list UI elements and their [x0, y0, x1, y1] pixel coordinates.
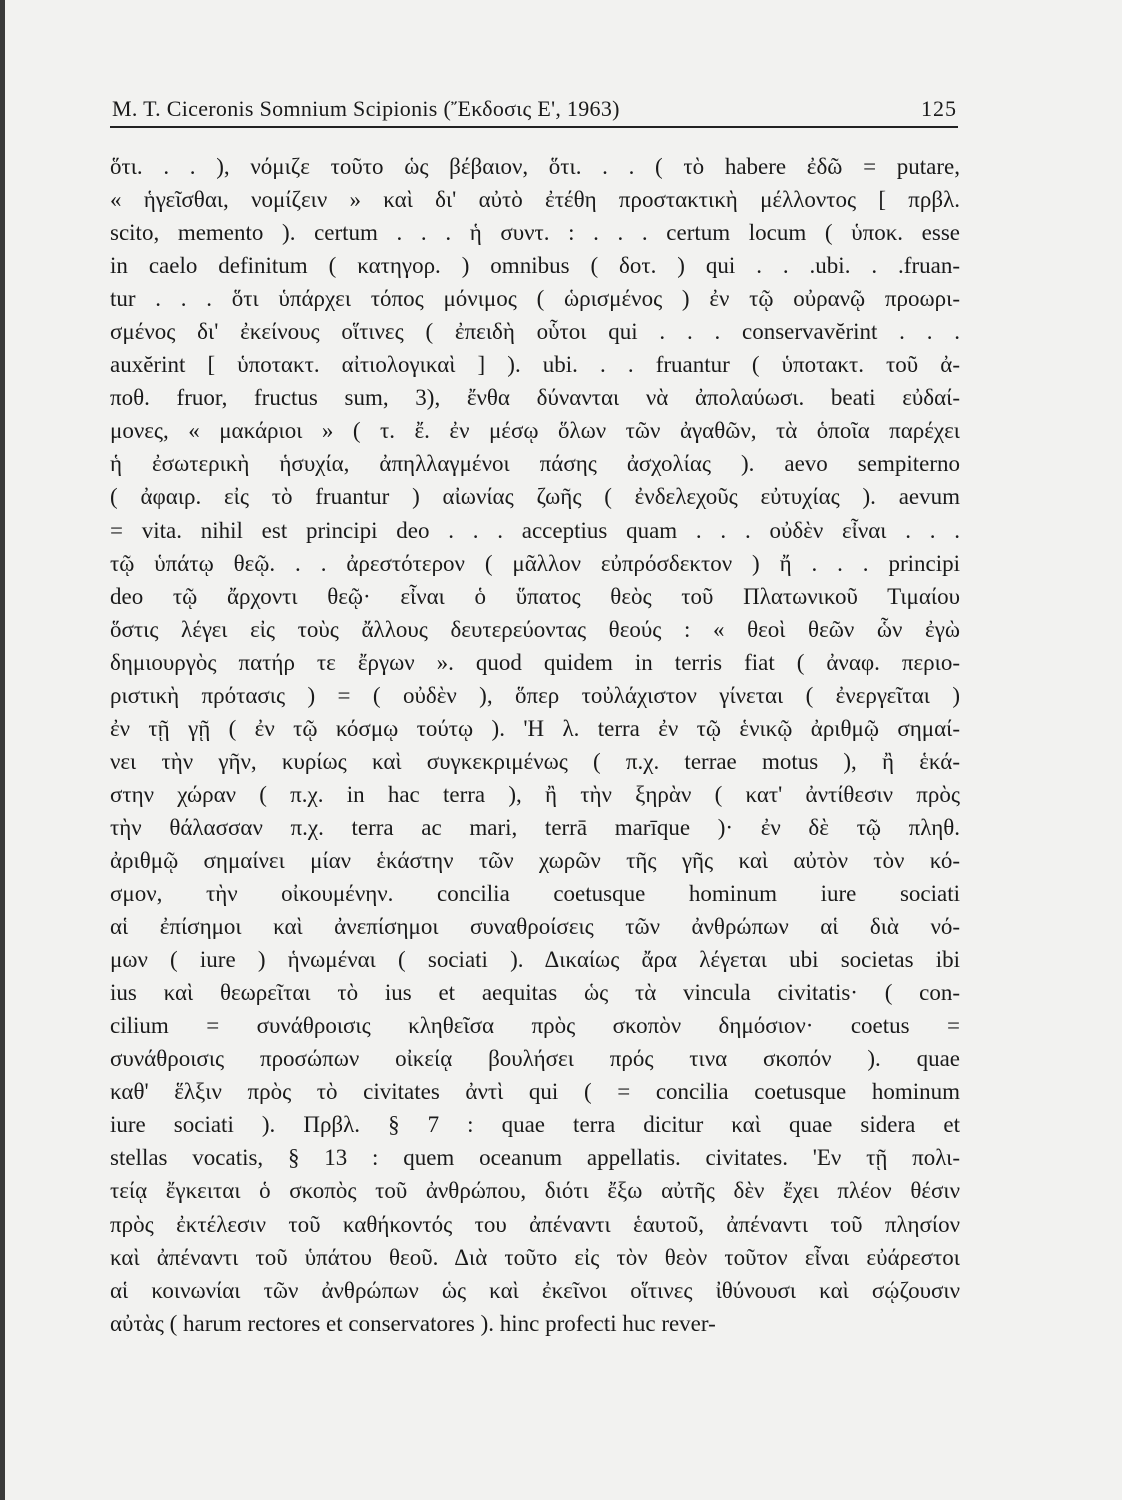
text-line: = vita. nihil est principi deo . . . acceptius quam . . . οὐδὲν εἶναι . . .: [110, 517, 960, 543]
text-line: auxĕrint [ ὑποτακτ. αἰτιολογικαὶ ] ). ubi. . . fruantur ( ὑποτακτ. τοῦ ἀ-: [110, 352, 960, 378]
text-line: δημιουργὸς πατήρ τε ἔργων ». quod quidem in terris fiat ( ἀναφ. περιο-: [110, 649, 960, 675]
text-line: στην χώραν ( π.χ. in hac terra ), ἢ τὴν ξηρὰν ( κατ' ἀντίθεσιν πρὸς: [110, 781, 960, 807]
text-line: ποθ. fruor, fructus sum, 3), ἔνθα δύνανται νὰ ἀπολαύωσι. beati εὐδαί-: [110, 385, 960, 411]
text-line: in caelo definitum ( κατηγορ. ) omnibus ( δοτ. ) qui . . .ubi. . .fruan-: [110, 253, 960, 279]
text-line: ριστικὴ πρότασις ) = ( οὐδὲν ), ὅπερ τοὐλάχιστον γίνεται ( ἐνεργεῖται ): [110, 682, 960, 708]
header-title: M. T. Ciceronis Somnium Scipionis (Ἔκδοσις Ε', 1963): [112, 96, 620, 121]
text-line: μονες, « μακάριοι » ( τ. ἔ. ἐν μέσῳ ὅλων τῶν ἀγαθῶν, τὰ ὁποῖα παρέχει: [110, 418, 960, 444]
text-line: αὐτὰς ( harum rectores et conservatores ). hinc profecti huc rever-: [110, 1310, 716, 1336]
header-rule: [110, 126, 958, 128]
text-line: cilium = συνάθροισις κληθεῖσα πρὸς σκοπὸν δημόσιον· coetus =: [110, 1013, 960, 1039]
text-line: τὴν θάλασσαν π.χ. terra ac mari, terrā marīque )· ἐν δὲ τῷ πληθ.: [110, 814, 960, 840]
text-line: ius καὶ θεωρεῖται τὸ ius et aequitas ὡς τὰ vincula civitatis· ( con-: [110, 980, 960, 1006]
text-line: scito, memento ). certum . . . ἡ συντ. : . . . certum locum ( ὑποκ. esse: [110, 220, 960, 246]
text-line: τείᾳ ἔγκειται ὁ σκοπὸς τοῦ ἀνθρώπου, διότι ἔξω αὐτῆς δὲν ἔχει πλέον θέσιν: [110, 1178, 960, 1204]
text-line: τῷ ὑπάτῳ θεῷ. . . ἀρεστότερον ( μᾶλλον εὐπρόσδεκτον ) ἤ . . . principi: [110, 550, 960, 576]
text-line: σμον, τὴν οἰκουμένην. concilia coetusque hominum iure sociati: [110, 881, 960, 907]
text-line: ἐν τῇ γῇ ( ἐν τῷ κόσμῳ τούτῳ ). 'Η λ. terra ἐν τῷ ἑνικῷ ἀριθμῷ σημαί-: [110, 715, 960, 741]
text-line: αἱ κοινωνίαι τῶν ἀνθρώπων ὡς καὶ ἐκεῖνοι οἵτινες ἰθύνουσι καὶ σῴζουσιν: [110, 1277, 960, 1303]
text-line: tur . . . ὅτι ὑπάρχει τόπος μόνιμος ( ὡρισμένος ) ἐν τῷ οὐρανῷ προωρι-: [110, 286, 960, 312]
text-line: ( ἀφαιρ. εἰς τὸ fruantur ) αἰωνίας ζωῆς ( ἐνδελεχοῦς εὐτυχίας ). aevum: [110, 484, 960, 510]
text-line: συνάθροισις προσώπων οἰκείᾳ βουλήσει πρός τινα σκοπόν ). quae: [110, 1046, 960, 1072]
text-line: ἡ ἐσωτερικὴ ἡσυχία, ἀπηλλαγμένοι πάσης ἀσχολίας ). aevo sempiterno: [110, 451, 960, 477]
running-header: [112, 88, 957, 122]
text-line: ἀριθμῷ σημαίνει μίαν ἑκάστην τῶν χωρῶν τῆς γῆς καὶ αὐτὸν τὸν κό-: [110, 847, 960, 873]
page-edge: [0, 0, 5, 1500]
text-line: deo τῷ ἄρχοντι θεῷ· εἶναι ὁ ὕπατος θεὸς τοῦ Πλατωνικοῦ Τιμαίου: [110, 583, 960, 609]
text-line: καθ' ἕλξιν πρὸς τὸ civitates ἀντὶ qui ( = concilia coetusque hominum: [110, 1079, 960, 1105]
text-line: ὅτι. . . ), νόμιζε τοῦτο ὡς βέβαιον, ὅτι. . . ( τὸ habere ἐδῶ = putare,: [110, 154, 960, 179]
commentary-text: [110, 150, 960, 1340]
text-line: καὶ ἀπέναντι τοῦ ὑπάτου θεοῦ. Διὰ τοῦτο εἰς τὸν θεὸν τοῦτον εἶναι εὐάρεστοι: [110, 1244, 960, 1270]
text-line: σμένος δι' ἐκείνους οἵτινες ( ἐπειδὴ οὗτοι qui . . . conservavĕrint . . .: [110, 319, 960, 345]
text-line: μων ( iure ) ἡνωμέναι ( sociati ). Δικαίως ἄρα λέγεται ubi societas ibi: [110, 947, 960, 973]
text-line: νει τὴν γῆν, κυρίως καὶ συγκεκριμένως ( π.χ. terrae motus ), ἢ ἑκά-: [110, 748, 960, 774]
page-number: 125: [921, 96, 957, 121]
text-line: « ἡγεῖσθαι, νομίζειν » καὶ δι' αὐτὸ ἐτέθη προστακτικὴ μέλλοντος [ πρβλ.: [110, 187, 960, 213]
text-line: stellas vocatis, § 13 : quem oceanum appellatis. civitates. 'Εν τῇ πολι-: [110, 1145, 960, 1171]
text-line: πρὸς ἐκτέλεσιν τοῦ καθήκοντός του ἀπέναντι ἑαυτοῦ, ἀπέναντι τοῦ πλησίον: [110, 1211, 960, 1237]
text-line: iure sociati ). Πρβλ. § 7 : quae terra dicitur καὶ quae sidera et: [110, 1112, 960, 1138]
text-line: αἱ ἐπίσημοι καὶ ἀνεπίσημοι συναθροίσεις τῶν ἀνθρώπων αἱ διὰ νό-: [110, 914, 960, 940]
text-line: ὅστις λέγει εἰς τοὺς ἄλλους δευτερεύοντας θεούς : « θεοὶ θεῶν ὧν ἐγὼ: [110, 616, 960, 642]
